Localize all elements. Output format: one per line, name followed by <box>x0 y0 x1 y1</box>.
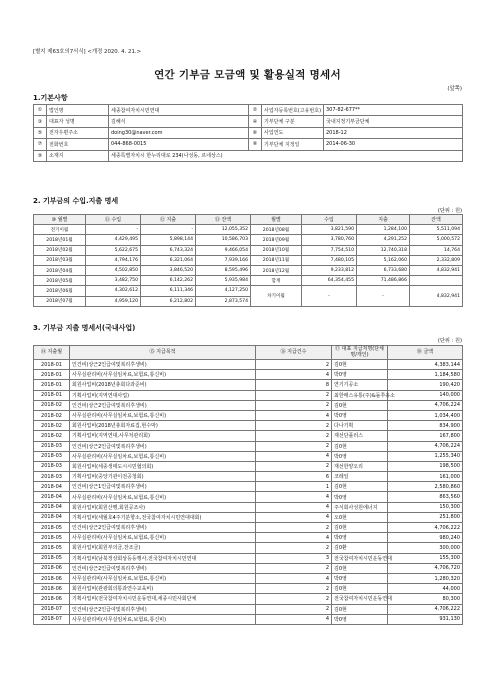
exp-count-cell: 4 <box>256 502 332 512</box>
field-label: 대표자 성명 <box>47 116 109 127</box>
expense-cell: 5,898,144 <box>141 235 196 245</box>
exp-month-cell: 2018-01 <box>34 390 70 400</box>
month-cell: 2018년12월 <box>251 265 302 275</box>
expense-cell: 6,321,064 <box>141 255 196 265</box>
carry-expense: - <box>357 286 410 306</box>
exp-amount-cell: 4,383,144 <box>388 360 463 370</box>
field-value: 김해식 <box>109 116 249 127</box>
exp-recipient-cell: 코레일 <box>332 472 388 482</box>
balance-cell: 14,764 <box>410 245 463 255</box>
exp-recipient-cell: 박0영 <box>332 492 388 502</box>
exp-month-cell: 2018-01 <box>34 370 70 380</box>
expenditure-row <box>34 543 463 553</box>
exp-count-cell: 4 <box>256 573 332 583</box>
col-month-right: 월별 <box>251 215 302 225</box>
balance-cell: 10,586,703 <box>196 235 251 245</box>
field-number: ④ <box>249 116 262 127</box>
expenditure-row <box>34 502 463 512</box>
section-1-heading: 1.기본사항 <box>33 94 68 102</box>
exp-count-cell: 4 <box>256 370 332 380</box>
exp-amount-cell: 161,000 <box>388 472 463 482</box>
exp-purpose-cell: 회원사업비(회원부의금,찬조금) <box>70 543 256 553</box>
expenditure-row <box>34 573 463 583</box>
exp-month-cell: 2018-05 <box>34 523 70 533</box>
exp-purpose-cell: 인건비(상근1인급여및복리후생비) <box>70 482 256 492</box>
exp-purpose-cell: 인건비(상근2인급여및복리후생비) <box>70 563 256 573</box>
basic-row <box>34 139 463 150</box>
carry-balance: 4,832,941 <box>410 286 463 306</box>
exp-recipient-cell: 박0영 <box>332 451 388 461</box>
exp-count-cell: 4 <box>256 614 332 624</box>
field-number: ⑧ <box>249 139 262 150</box>
exp-month-cell: 2018-02 <box>34 400 70 410</box>
income-cell: 7,480,105 <box>302 255 357 265</box>
exp-count-cell: 4 <box>256 492 332 502</box>
exp-purpose-cell: 회원사업비(2018년총회자료집,현수막) <box>70 421 256 431</box>
exp-month-cell: 2018-02 <box>34 421 70 431</box>
expenditure-row <box>34 370 463 380</box>
exp-purpose-cell: 기획사업비(남북정상회상등등행사,전국참여자치시민연대 <box>70 553 256 563</box>
balance-cell: 5,000,572 <box>410 235 463 245</box>
exp-recipient-cell: 전국참여자치시민운동연대 <box>332 553 388 563</box>
exp-amount-cell: 863,560 <box>388 492 463 502</box>
field-number: ② <box>249 105 262 116</box>
exp-count-cell: 2 <box>256 421 332 431</box>
expenditure-row <box>34 461 463 471</box>
exp-recipient-cell: 최한매스유통(주)&돌쭈유소 <box>332 390 388 400</box>
exp-purpose-cell: 사무실관리비(사무실임차료,보험료,통신비) <box>70 614 256 624</box>
total-label: 합계 <box>251 276 302 286</box>
exp-month-cell: 2018-06 <box>34 584 70 594</box>
income-cell: 4,502,850 <box>86 265 141 275</box>
exp-amount-cell: 80,300 <box>388 594 463 604</box>
field-label: 사업자등록번호(고유번호) <box>262 105 324 116</box>
month-cell: 전기이월 <box>34 225 86 235</box>
form-number: [별지 제63호의7서식] <개정 2020. 4. 21.> <box>33 49 142 55</box>
exp-amount-cell: 1,280,320 <box>388 573 463 583</box>
exp-purpose-cell: 회원사업비(세종생태도시시민협의회) <box>70 461 256 471</box>
exp-recipient-cell: 재선한양오리 <box>332 461 388 471</box>
expenditure-row <box>34 482 463 492</box>
balance-cell: 12,055,352 <box>196 225 251 235</box>
income-row <box>34 235 463 245</box>
income-row <box>34 225 463 235</box>
month-cell: 2018년03월 <box>34 255 86 265</box>
exp-recipient-cell: 김0환 <box>332 543 388 553</box>
month-cell: 2018년11월 <box>251 255 302 265</box>
field-value: 국내지정기부금단체 <box>324 116 463 127</box>
col-month-left: ⑩ 월별 <box>34 215 86 225</box>
field-label: 법인명 <box>47 105 109 116</box>
exp-purpose-cell: 기획사업비(지역연대사업) <box>70 390 256 400</box>
exp-count-cell: 4 <box>256 533 332 543</box>
exp-count-cell: 2 <box>256 400 332 410</box>
section-3-unit: (단위 : 원) <box>437 338 462 344</box>
basic-row-address <box>34 150 463 161</box>
col-income-left: ⑪ 수입 <box>86 215 141 225</box>
field-number: ⑥ <box>249 127 262 138</box>
exp-recipient-cell: 김0현 <box>332 360 388 370</box>
exp-count-cell: 1 <box>256 482 332 492</box>
exp-month-cell: 2018-04 <box>34 512 70 522</box>
expense-cell: 3,846,520 <box>141 265 196 275</box>
exp-month-cell: 2018-03 <box>34 441 70 451</box>
balance-cell: 5,511,094 <box>410 225 463 235</box>
expenditure-row <box>34 451 463 461</box>
exp-purpose-cell: 회원사업비(2018년총회다과준비) <box>70 380 256 390</box>
expense-cell: - <box>141 225 196 235</box>
exp-recipient-cell: 재선단플러스 <box>332 431 388 441</box>
exp-purpose-cell: 사무실관리비(사무실임차료,보험료,통신비) <box>70 492 256 502</box>
exp-month-cell: 2018-06 <box>34 563 70 573</box>
expense-cell: 5,162,060 <box>357 255 410 265</box>
exp-month-cell: 2018-07 <box>34 614 70 624</box>
exp-purpose-cell: 인건비(상근2인급여및복리후생비) <box>70 604 256 614</box>
month-cell: 2018년09월 <box>251 235 302 245</box>
field-number: ⑤ <box>34 127 47 138</box>
expense-cell: 12,740,318 <box>357 245 410 255</box>
income-row <box>34 245 463 255</box>
exp-count-cell: 2 <box>256 523 332 533</box>
exp-amount-cell: 1,034,400 <box>388 410 463 420</box>
income-cell: 3,780,760 <box>302 235 357 245</box>
exp-recipient-cell: 김0현 <box>332 441 388 451</box>
col-expense-left: ⑫ 지출 <box>141 215 196 225</box>
field-value: 044-868-0015 <box>109 139 249 150</box>
exp-amount-cell: 251,800 <box>388 512 463 522</box>
exp-amount-cell: 190,420 <box>388 380 463 390</box>
month-cell: 2018년06월 <box>34 286 86 296</box>
expenditure-row <box>34 360 463 370</box>
income-cell: 3,821,590 <box>302 225 357 235</box>
exp-amount-cell: 834,900 <box>388 421 463 431</box>
income-cell: 4,794,176 <box>86 255 141 265</box>
exp-count-cell: 2 <box>256 594 332 604</box>
exp-amount-cell: 4,706,224 <box>388 400 463 410</box>
exp-count-cell: 2 <box>256 360 332 370</box>
exp-month-cell: 2018-02 <box>34 431 70 441</box>
exp-recipient-cell: 주식회사성원에너지 <box>332 502 388 512</box>
field-label: 소재지 <box>47 150 109 161</box>
exp-amount-cell: 980,240 <box>388 533 463 543</box>
exp-purpose-cell: 사무실관리비(사무실임차료,보험료,통신비) <box>70 533 256 543</box>
exp-month-cell: 2018-04 <box>34 492 70 502</box>
exp-recipient-cell: 김0현 <box>332 584 388 594</box>
field-label: 전자우편주소 <box>47 127 109 138</box>
income-cell: 4,302,612 <box>86 286 141 296</box>
month-cell: 2018년04월 <box>34 265 86 275</box>
expense-cell: 6,111,346 <box>141 286 196 296</box>
exp-purpose-cell: 인건비(상근2인급여및복리후생비) <box>70 360 256 370</box>
expenditure-row <box>34 614 463 624</box>
section-2-heading: 2. 기부금의 수입.지출 명세 <box>33 197 119 205</box>
exp-purpose-cell: 기획사업비(중앙기관이전공청회) <box>70 472 256 482</box>
col-expense-right: 지출 <box>357 215 410 225</box>
balance-cell: 2,332,809 <box>410 255 463 265</box>
exp-count-cell: 2 <box>256 390 332 400</box>
exp-amount-cell: 2,580,860 <box>388 482 463 492</box>
month-cell: 2018년01월 <box>34 235 86 245</box>
field-value: doing30@naver.com <box>109 127 249 138</box>
month-cell: 2018년07월 <box>34 296 86 306</box>
section-3-heading: 3. 기부금 지출 명세서(국내사업) <box>33 324 136 332</box>
exp-purpose-cell: 기획사업비(세월호4주기분향소,전국참여자치시민연대대회) <box>70 512 256 522</box>
exp-count-cell: 4 <box>256 512 332 522</box>
exp-amount-cell: 300,000 <box>388 543 463 553</box>
expenditure-row <box>34 400 463 410</box>
exp-month-cell: 2018-03 <box>34 451 70 461</box>
exp-amount-cell: 167,800 <box>388 431 463 441</box>
exp-amount-cell: 4,706,222 <box>388 523 463 533</box>
exp-count-cell: 2 <box>256 563 332 573</box>
income-table <box>33 214 463 307</box>
exp-purpose-cell: 인건비(상근2인급여및복리후생비) <box>70 441 256 451</box>
balance-cell: 8,595,496 <box>196 265 251 275</box>
exp-amount-cell: 931,130 <box>388 614 463 624</box>
expenditure-row <box>34 441 463 451</box>
col-exp-purpose: ⑮ 지급목적 <box>70 346 256 360</box>
expenditure-row <box>34 380 463 390</box>
field-number: ⑨ <box>34 150 47 161</box>
exp-recipient-cell: 박0영 <box>332 573 388 583</box>
exp-amount-cell: 150,300 <box>388 502 463 512</box>
exp-recipient-cell: 김0현 <box>332 482 388 492</box>
exp-amount-cell: 4,706,720 <box>388 563 463 573</box>
expenditure-row <box>34 390 463 400</box>
exp-count-cell: 8 <box>256 380 332 390</box>
balance-cell: 2,873,574 <box>196 296 251 306</box>
basic-info-table <box>33 104 463 162</box>
exp-amount-cell: 155,300 <box>388 553 463 563</box>
income-cell: 4,959,120 <box>86 296 141 306</box>
field-number: ⑦ <box>34 139 47 150</box>
exp-recipient-cell: 박0영 <box>332 370 388 380</box>
exp-recipient-cell: 박0영 <box>332 614 388 624</box>
field-label: 사업연도 <box>262 127 324 138</box>
expenditure-row <box>34 492 463 502</box>
col-income-right: 수입 <box>302 215 357 225</box>
exp-purpose-cell: 회원사업비(회원산행,회원공조사) <box>70 502 256 512</box>
field-label: 기부단체 지정일 <box>262 139 324 150</box>
expense-cell: 6,212,802 <box>141 296 196 306</box>
month-cell: 2018년05월 <box>34 276 86 286</box>
income-row <box>34 255 463 265</box>
field-value: 307-82-677** <box>324 105 463 116</box>
col-exp-count: ⑯ 지급건수 <box>256 346 332 360</box>
exp-recipient-cell: 전국참여자치시민운동연대 <box>332 594 388 604</box>
month-cell: 2018년10월 <box>251 245 302 255</box>
carry-income: - <box>302 286 357 306</box>
col-exp-amount: ⑱ 금액 <box>388 346 463 360</box>
exp-recipient-cell: 김0현 <box>332 523 388 533</box>
exp-month-cell: 2018-06 <box>34 573 70 583</box>
expenditure-row <box>34 523 463 533</box>
basic-row <box>34 105 463 116</box>
col-exp-month: ⑭ 지출월 <box>34 346 70 360</box>
field-number: ③ <box>34 116 47 127</box>
exp-amount-cell: 1,184,580 <box>388 370 463 380</box>
expenditure-row <box>34 472 463 482</box>
income-cell: 5,622,675 <box>86 245 141 255</box>
balance-cell: 5,935,984 <box>196 276 251 286</box>
exp-month-cell: 2018-03 <box>34 461 70 471</box>
field-label: 전화번호 <box>47 139 109 150</box>
field-value: 2014-06-30 <box>324 139 463 150</box>
total-income: 64,354,455 <box>302 276 357 286</box>
exp-amount-cell: 140,000 <box>388 390 463 400</box>
exp-amount-cell: 44,000 <box>388 584 463 594</box>
expense-cell: 6,743,324 <box>141 245 196 255</box>
exp-month-cell: 2018-05 <box>34 553 70 563</box>
exp-count-cell: 4 <box>256 451 332 461</box>
expenditure-row <box>34 421 463 431</box>
exp-month-cell: 2018-05 <box>34 533 70 543</box>
balance-cell: 4,127,250 <box>196 286 251 296</box>
address-value: 세종특별자치시 한누리대로 234(나성동, 르네상스) <box>109 150 463 161</box>
exp-amount-cell: 4,706,224 <box>388 441 463 451</box>
exp-recipient-cell: 김0현 <box>332 400 388 410</box>
exp-month-cell: 2018-03 <box>34 472 70 482</box>
expenditure-row <box>34 431 463 441</box>
expenditure-row <box>34 563 463 573</box>
expenditure-row <box>34 604 463 614</box>
exp-recipient-cell: 박0영 <box>332 410 388 420</box>
basic-row <box>34 116 463 127</box>
basic-row <box>34 127 463 138</box>
field-label: 기부단체 구분 <box>262 116 324 127</box>
expenditure-row <box>34 410 463 420</box>
section-2-unit: (단위 : 원) <box>437 208 462 214</box>
income-row <box>34 265 463 275</box>
balance-cell: 7,939,166 <box>196 255 251 265</box>
exp-month-cell: 2018-05 <box>34 543 70 553</box>
total-expense: 71,486,866 <box>357 276 410 286</box>
income-cell: 9,233,812 <box>302 265 357 275</box>
exp-count-cell: 4 <box>256 410 332 420</box>
exp-count-cell: 2 <box>256 584 332 594</box>
income-row <box>34 276 463 286</box>
exp-count-cell: 2 <box>256 441 332 451</box>
expenditure-table <box>33 345 463 625</box>
col-balance-right: 잔액 <box>410 215 463 225</box>
expenditure-row <box>34 584 463 594</box>
income-row <box>34 286 463 296</box>
income-cell: - <box>86 225 141 235</box>
total-balance <box>410 276 463 286</box>
field-value: 2018-12 <box>324 127 463 138</box>
document-title: 연간 기부금 모금액 및 활용실적 명세서 <box>154 69 341 81</box>
exp-purpose-cell: 회원사업비(관광회의통과연수교육비) <box>70 584 256 594</box>
exp-month-cell: 2018-01 <box>34 380 70 390</box>
carry-label: 차기이월 <box>251 286 302 306</box>
income-cell: 7,754,510 <box>302 245 357 255</box>
field-number: ① <box>34 105 47 116</box>
month-cell: 2018년08월 <box>251 225 302 235</box>
income-cell: 4,429,495 <box>86 235 141 245</box>
exp-month-cell: 2018-04 <box>34 502 70 512</box>
col-balance-left: ⑬ 잔액 <box>196 215 251 225</box>
exp-amount-cell: 4,706,222 <box>388 604 463 614</box>
expense-cell: 4,291,252 <box>357 235 410 245</box>
balance-cell: 9,466,054 <box>196 245 251 255</box>
exp-purpose-cell: 기획사업비(지역연대,사무처관리회) <box>70 431 256 441</box>
expenditure-row <box>34 512 463 522</box>
income-cell: 3,482,750 <box>86 276 141 286</box>
exp-count-cell: 2 <box>256 604 332 614</box>
month-cell: 2018년02월 <box>34 245 86 255</box>
exp-purpose-cell: 기획사업비(전국참여자치시민운동연대,세종시민사회단체 <box>70 594 256 604</box>
exp-month-cell: 2018-06 <box>34 594 70 604</box>
exp-purpose-cell: 사무실관리비(사무실임차료,보험료,통신비) <box>70 573 256 583</box>
exp-recipient-cell: 박0영 <box>332 533 388 543</box>
expenditure-row <box>34 594 463 604</box>
exp-purpose-cell: 사무실관리비(사무실임차료,보험료,통신비) <box>70 370 256 380</box>
col-exp-recipient: ⑰ 대표 지급처명(단체명/개인) <box>332 346 388 360</box>
exp-purpose-cell: 사무실관리비(사무실임차료,보험료,통신비) <box>70 451 256 461</box>
exp-month-cell: 2018-02 <box>34 410 70 420</box>
balance-cell: 4,832,941 <box>410 265 463 275</box>
exp-recipient-cell: 연기기공소 <box>332 380 388 390</box>
exp-count-cell: 3 <box>256 553 332 563</box>
expense-cell: 6,733,680 <box>357 265 410 275</box>
exp-count-cell: 6 <box>256 472 332 482</box>
exp-amount-cell: 198,500 <box>388 461 463 471</box>
exp-recipient-cell: 김0현 <box>332 604 388 614</box>
exp-purpose-cell: 인건비(상근2인급여및복리후생비) <box>70 523 256 533</box>
field-value: 세종참여자치시민연대 <box>109 105 249 116</box>
expense-cell: 1,284,100 <box>357 225 410 235</box>
exp-recipient-cell: 김0현 <box>332 563 388 573</box>
exp-count-cell: 2 <box>256 431 332 441</box>
exp-month-cell: 2018-01 <box>34 360 70 370</box>
exp-recipient-cell: 다나기획 <box>332 421 388 431</box>
expense-cell: 6,142,262 <box>141 276 196 286</box>
expenditure-row <box>34 553 463 563</box>
exp-month-cell: 2018-04 <box>34 482 70 492</box>
side-note: (앞쪽) <box>447 86 462 92</box>
exp-amount-cell: 1,255,340 <box>388 451 463 461</box>
exp-purpose-cell: 사무실관리비(사무실임차료,보험료,통신비) <box>70 410 256 420</box>
exp-count-cell: 2 <box>256 543 332 553</box>
exp-month-cell: 2018-07 <box>34 604 70 614</box>
expenditure-row <box>34 533 463 543</box>
exp-purpose-cell: 인건비(상근2인급여및복리후생비) <box>70 400 256 410</box>
exp-recipient-cell: 오0현 <box>332 512 388 522</box>
exp-count-cell: 2 <box>256 461 332 471</box>
